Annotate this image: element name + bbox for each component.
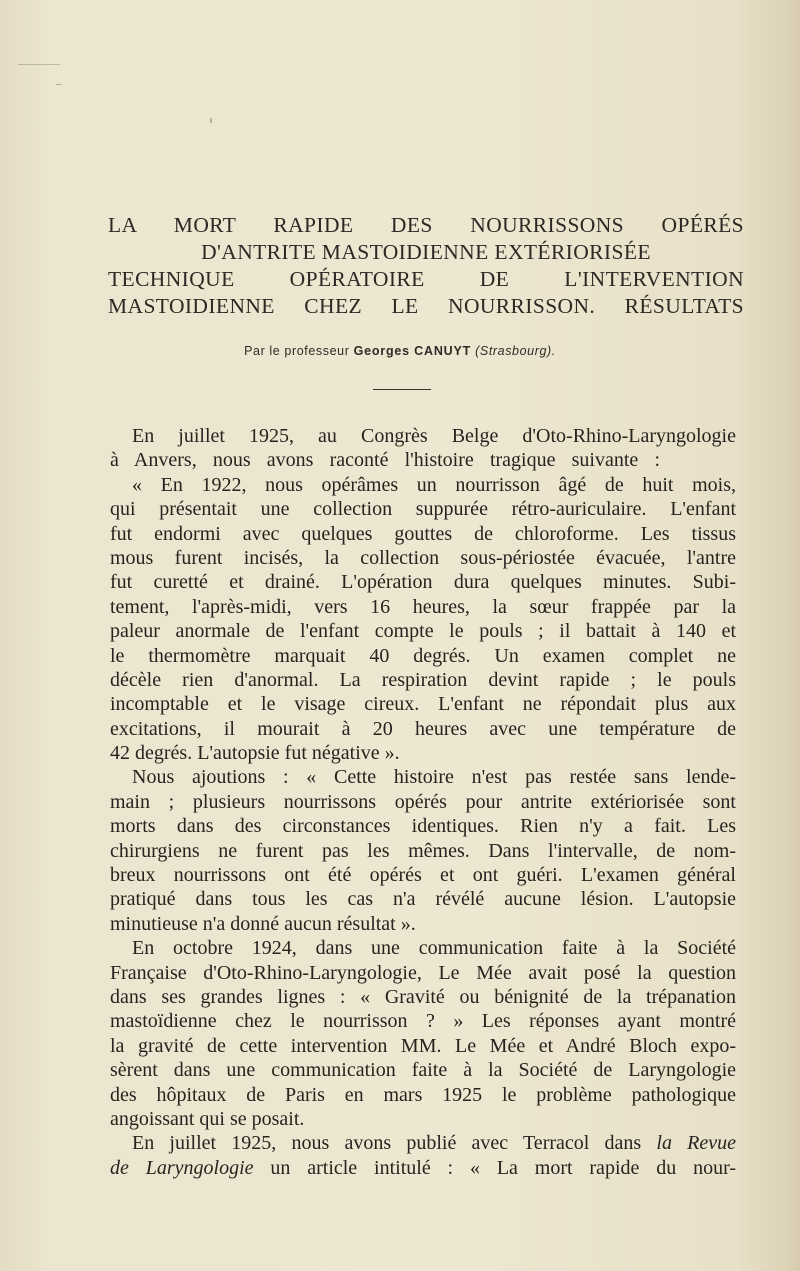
article-title — [108, 212, 744, 320]
title-line: MASTOIDIENNE CHEZ LE NOURRISSON. RÉSULTATS — [108, 294, 744, 318]
body-line: main ; plusieurs nourrissons opérés pour antrite extériorisée sont — [110, 790, 736, 813]
body-line: qui présentait une collection suppurée rétro-auriculaire. L'enfant — [110, 498, 736, 521]
body-line: excitations, il mourait à 20 heures avec une température de — [110, 717, 736, 740]
body-line: fut endormi avec quelques gouttes de chloroforme. Les tissus — [110, 522, 736, 545]
margin-speck — [210, 118, 212, 123]
body-line: dans ses grandes lignes : « Gravité ou bénignité de la trépanation — [110, 985, 736, 1008]
body-line: des hôpitaux de Paris en mars 1925 le problème pathologique — [110, 1083, 736, 1106]
body-line: incomptable et le visage cireux. L'enfant ne répondait plus aux — [110, 693, 736, 716]
byline-prefix: Par le professeur — [244, 344, 350, 358]
body-line: En juillet 1925, au Congrès Belge d'Oto-Rhino-Laryngologie — [132, 425, 736, 447]
author-name: Georges CANUYT — [353, 344, 472, 358]
title-line: LA MORT RAPIDE DES NOURRISSONS OPÉRÉS — [108, 213, 744, 237]
body-line: En octobre 1924, dans une communication faite à la Société — [132, 937, 736, 960]
body-line-text: un article intitulé : « La mort rapide du nour- — [253, 1156, 737, 1179]
body-line: tement, l'après-midi, vers 16 heures, la sœur frappée par la — [110, 595, 736, 618]
title-line: TECHNIQUE OPÉRATOIRE DE L'INTERVENTION — [108, 267, 744, 291]
body-line-partial — [110, 1131, 736, 1155]
body-line: 42 degrés. L'autopsie fut négative ». — [110, 742, 400, 765]
article-body — [110, 424, 736, 1180]
body-line: sèrent dans une communication faite à la Société de Laryngologie — [110, 1059, 736, 1082]
body-line: angoissant qui se posait. — [110, 1107, 305, 1130]
body-line-text: En juillet 1925, nous avons publié avec Terracol dans — [132, 1132, 657, 1155]
body-line: pratiqué dans tous les cas n'a révélé aucune lésion. L'autopsie — [110, 888, 736, 911]
body-line: mastoïdienne chez le nourrisson ? » Les réponses ayant montré — [110, 1010, 736, 1033]
body-line: breux nourrissons ont été opérés et ont guéri. L'examen général — [110, 864, 736, 887]
body-line: Nous ajoutions : « Cette histoire n'est pas restée sans lende- — [132, 766, 736, 789]
body-line: « En 1922, nous opérâmes un nourrisson âgé de huit mois, — [132, 473, 736, 496]
separator-rule — [373, 389, 431, 390]
body-line: décèle rien d'anormal. La respiration devint rapide ; le pouls — [110, 668, 736, 691]
body-line — [110, 1156, 736, 1180]
body-line: à Anvers, nous avons raconté l'histoire tragique suivante : — [110, 449, 660, 472]
margin-speck — [56, 84, 62, 85]
body-line: morts dans des circonstances identiques. Rien n'y a fait. Les — [110, 815, 736, 838]
body-line: chirurgiens ne furent pas les mêmes. Dans l'intervalle, de nom- — [110, 839, 736, 862]
margin-speck — [18, 64, 60, 65]
body-line: Française d'Oto-Rhino-Laryngologie, Le Mée avait posé la question — [110, 961, 736, 984]
body-line: mous furent incisés, la collection sous-périostée évacuée, l'antre — [110, 546, 736, 569]
body-line: fut curetté et drainé. L'opération dura quelques minutes. Subi- — [110, 571, 736, 594]
author-place: (Strasbourg). — [475, 344, 556, 358]
byline — [0, 344, 800, 358]
body-line: paleur anormale de l'enfant compte le pouls ; il battait à 140 et — [110, 620, 736, 643]
title-line: D'ANTRITE MASTOIDIENNE EXTÉRIORISÉE — [201, 240, 651, 264]
body-line: la gravité de cette intervention MM. Le Mée et André Bloch expo- — [110, 1034, 736, 1057]
journal-title-part: la Revue — [656, 1132, 736, 1155]
body-line: minutieuse n'a donné aucun résultat ». — [110, 912, 416, 935]
body-line: le thermomètre marquait 40 degrés. Un examen complet ne — [110, 644, 736, 667]
journal-title-part: de Laryngologie — [110, 1156, 254, 1179]
